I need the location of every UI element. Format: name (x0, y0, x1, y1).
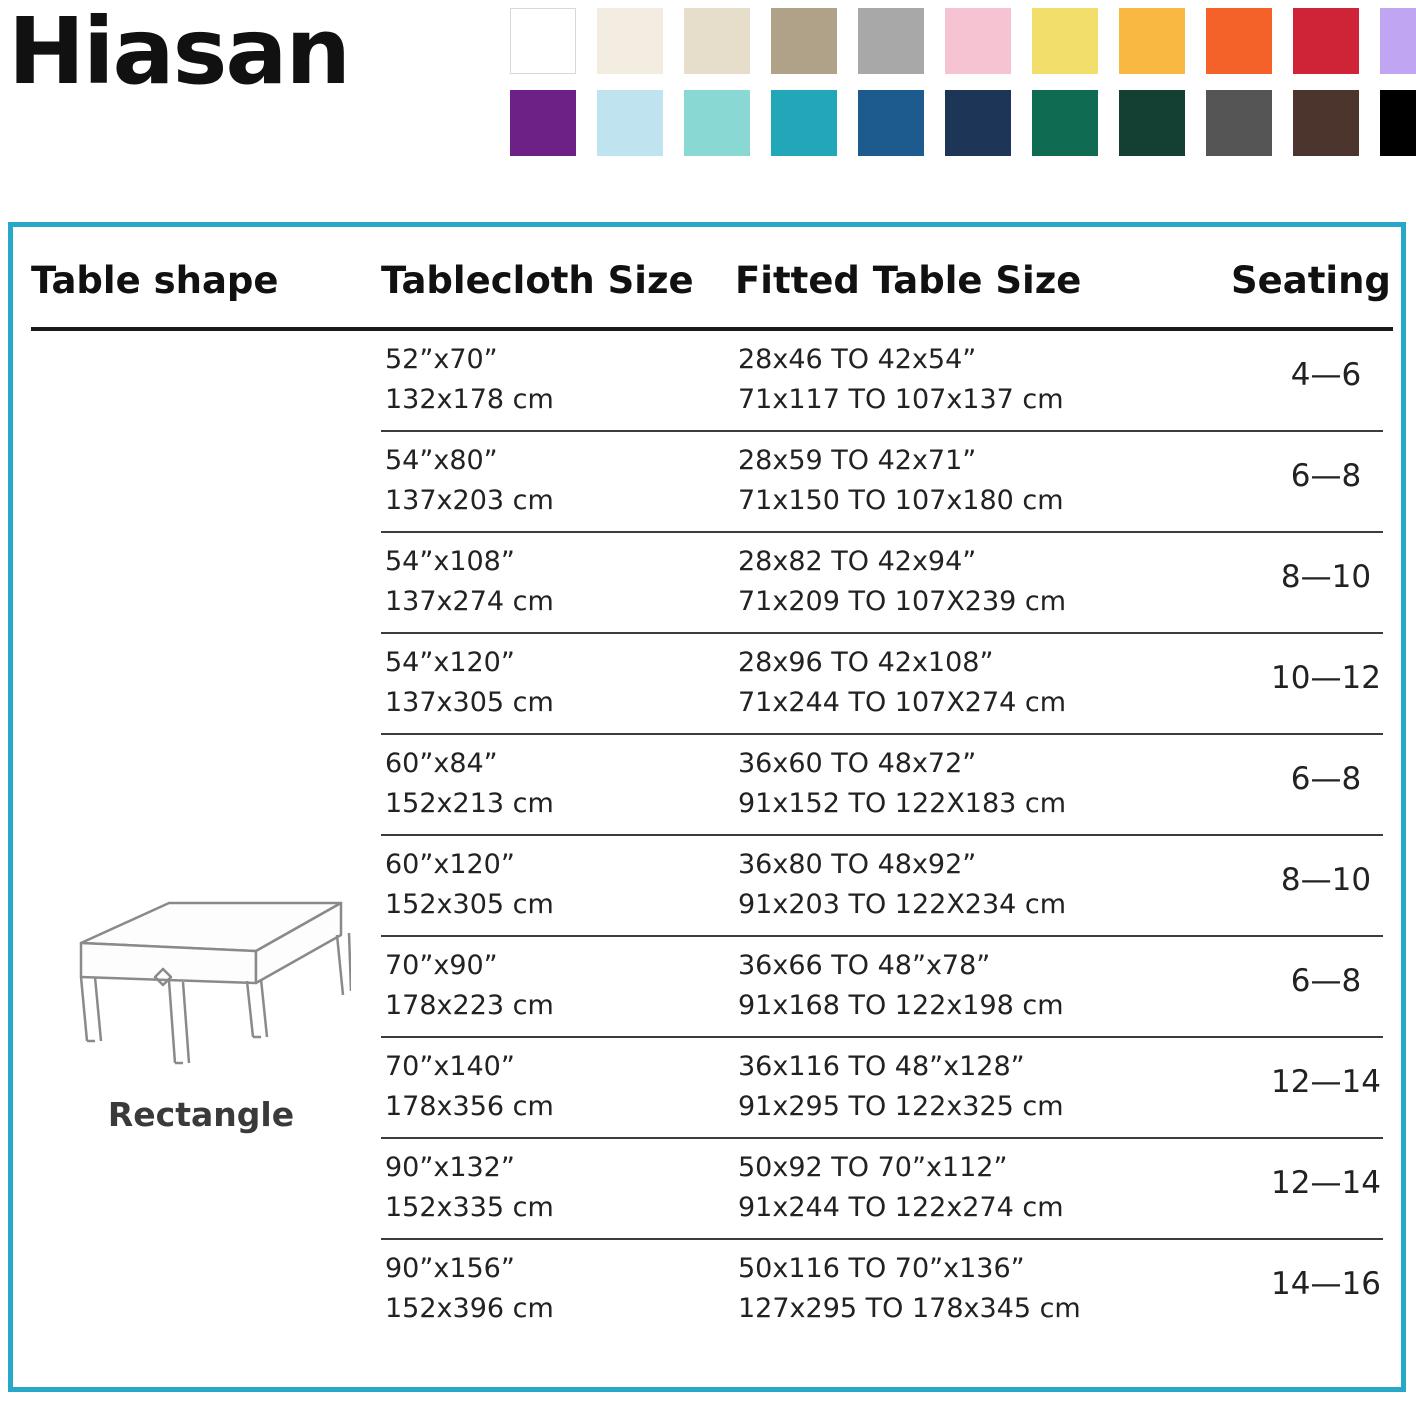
cell-tablecloth-size (385, 845, 554, 925)
table-row (381, 634, 1383, 735)
cell-tablecloth-size (385, 1249, 554, 1329)
color-swatch-row-1 (510, 8, 1400, 74)
fitted-size-inches: 36x60 TO 48x72” (738, 748, 977, 779)
cell-seating: 6—8 (1290, 458, 1362, 494)
tablecloth-size-inches: 60”x84” (385, 748, 498, 779)
cell-fitted-table-size (738, 1047, 1064, 1127)
fitted-size-inches: 28x82 TO 42x94” (738, 546, 977, 577)
tablecloth-size-inches: 54”x120” (385, 647, 515, 678)
fitted-size-cm: 71x150 TO 107x180 cm (738, 485, 1064, 516)
color-swatch-emerald-green (1032, 90, 1098, 156)
cell-fitted-table-size (738, 441, 1064, 521)
table-row (381, 735, 1383, 836)
table-row (381, 836, 1383, 937)
column-header-fitted-table-size: Fitted Table Size (735, 259, 1082, 302)
brand-logo: Hiasan (8, 0, 349, 105)
color-swatch-beige (684, 8, 750, 74)
fitted-size-inches: 28x96 TO 42x108” (738, 647, 994, 678)
tablecloth-size-inches: 52”x70” (385, 344, 498, 375)
cell-seating: 14—16 (1271, 1266, 1381, 1302)
table-row (381, 1038, 1383, 1139)
color-swatch-purple (510, 90, 576, 156)
cell-seating: 10—12 (1271, 660, 1381, 696)
cell-tablecloth-size (385, 1148, 554, 1228)
tablecloth-size-inches: 70”x140” (385, 1051, 515, 1082)
cell-seating: 6—8 (1290, 963, 1362, 999)
cell-tablecloth-size (385, 946, 554, 1026)
tablecloth-size-cm: 132x178 cm (385, 384, 554, 415)
color-swatch-navy (945, 90, 1011, 156)
tablecloth-size-cm: 178x356 cm (385, 1091, 554, 1122)
color-swatch-ivory (597, 8, 663, 74)
tablecloth-size-cm: 137x203 cm (385, 485, 554, 516)
tablecloth-size-cm: 178x223 cm (385, 990, 554, 1021)
color-swatch-gray (858, 8, 924, 74)
fitted-size-cm: 71x209 TO 107X239 cm (738, 586, 1067, 617)
color-swatch-orange (1206, 8, 1272, 74)
tablecloth-size-inches: 60”x120” (385, 849, 515, 880)
cell-seating: 12—14 (1271, 1165, 1381, 1201)
color-swatch-teal (771, 90, 837, 156)
fitted-size-cm: 127x295 TO 178x345 cm (738, 1293, 1081, 1324)
table-row (381, 1240, 1383, 1339)
color-swatch-pink (945, 8, 1011, 74)
tablecloth-size-inches: 54”x108” (385, 546, 515, 577)
size-chart-panel (8, 222, 1406, 1392)
tablecloth-size-inches: 90”x156” (385, 1253, 515, 1284)
cell-seating: 12—14 (1271, 1064, 1381, 1100)
table-header-row (13, 259, 1401, 325)
color-swatch-aqua (684, 90, 750, 156)
color-swatch-yellow (1032, 8, 1098, 74)
table-row (381, 432, 1383, 533)
tablecloth-size-cm: 152x305 cm (385, 889, 554, 920)
cell-fitted-table-size (738, 1148, 1064, 1228)
cell-tablecloth-size (385, 542, 554, 622)
color-swatch-brown (1293, 90, 1359, 156)
fitted-size-cm: 71x117 TO 107x137 cm (738, 384, 1064, 415)
fitted-size-inches: 28x46 TO 42x54” (738, 344, 977, 375)
color-swatch-light-blue (597, 90, 663, 156)
color-swatch-denim-blue (858, 90, 924, 156)
fitted-size-inches: 36x80 TO 48x92” (738, 849, 977, 880)
tablecloth-size-cm: 152x396 cm (385, 1293, 554, 1324)
tablecloth-size-inches: 54”x80” (385, 445, 498, 476)
tablecloth-size-inches: 90”x132” (385, 1152, 515, 1183)
fitted-size-cm: 91x295 TO 122x325 cm (738, 1091, 1064, 1122)
fitted-size-inches: 50x92 TO 70”x112” (738, 1152, 1008, 1183)
tablecloth-size-inches: 70”x90” (385, 950, 498, 981)
shape-label-rectangle: Rectangle (107, 1095, 295, 1134)
cell-tablecloth-size (385, 1047, 554, 1127)
cell-fitted-table-size (738, 946, 1064, 1026)
fitted-size-inches: 36x66 TO 48”x78” (738, 950, 991, 981)
tablecloth-size-cm: 152x335 cm (385, 1192, 554, 1223)
color-swatch-gold (1119, 8, 1185, 74)
fitted-size-cm: 91x203 TO 122X234 cm (738, 889, 1067, 920)
tablecloth-size-cm: 137x305 cm (385, 687, 554, 718)
cell-seating: 8—10 (1280, 862, 1372, 898)
color-swatch-row-2 (510, 90, 1400, 156)
tablecloth-size-cm: 137x274 cm (385, 586, 554, 617)
column-header-table-shape: Table shape (31, 259, 279, 302)
cell-seating: 6—8 (1290, 761, 1362, 797)
cell-fitted-table-size (738, 643, 1066, 723)
header (0, 0, 1416, 190)
color-swatch-taupe (771, 8, 837, 74)
size-table-body (13, 331, 1401, 1339)
cell-seating: 8—10 (1280, 559, 1372, 595)
cell-seating: 4—6 (1290, 357, 1362, 393)
cell-fitted-table-size (738, 1249, 1081, 1329)
cell-tablecloth-size (385, 744, 554, 824)
color-swatch-grid (510, 8, 1400, 172)
color-swatch-lavender (1380, 8, 1416, 74)
cell-fitted-table-size (738, 542, 1066, 622)
table-row (381, 331, 1383, 432)
cell-tablecloth-size (385, 643, 554, 723)
table-row (381, 1139, 1383, 1240)
fitted-size-cm: 91x152 TO 122X183 cm (738, 788, 1067, 819)
cell-tablecloth-size (385, 340, 554, 420)
color-swatch-dark-green (1119, 90, 1185, 156)
fitted-size-cm: 71x244 TO 107X274 cm (738, 687, 1067, 718)
table-row (381, 533, 1383, 634)
color-swatch-black (1380, 90, 1416, 156)
tablecloth-size-cm: 152x213 cm (385, 788, 554, 819)
color-swatch-white (510, 8, 576, 74)
cell-fitted-table-size (738, 845, 1066, 925)
table-row (381, 937, 1383, 1038)
cell-tablecloth-size (385, 441, 554, 521)
column-header-seating: Seating (1231, 259, 1391, 302)
fitted-size-cm: 91x168 TO 122x198 cm (738, 990, 1064, 1021)
fitted-size-inches: 28x59 TO 42x71” (738, 445, 977, 476)
column-header-tablecloth-size: Tablecloth Size (381, 259, 694, 302)
fitted-size-inches: 36x116 TO 48”x128” (738, 1051, 1025, 1082)
color-swatch-red (1293, 8, 1359, 74)
fitted-size-cm: 91x244 TO 122x274 cm (738, 1192, 1064, 1223)
cell-fitted-table-size (738, 744, 1066, 824)
color-swatch-charcoal-gray (1206, 90, 1272, 156)
cell-fitted-table-size (738, 340, 1064, 420)
fitted-size-inches: 50x116 TO 70”x136” (738, 1253, 1025, 1284)
